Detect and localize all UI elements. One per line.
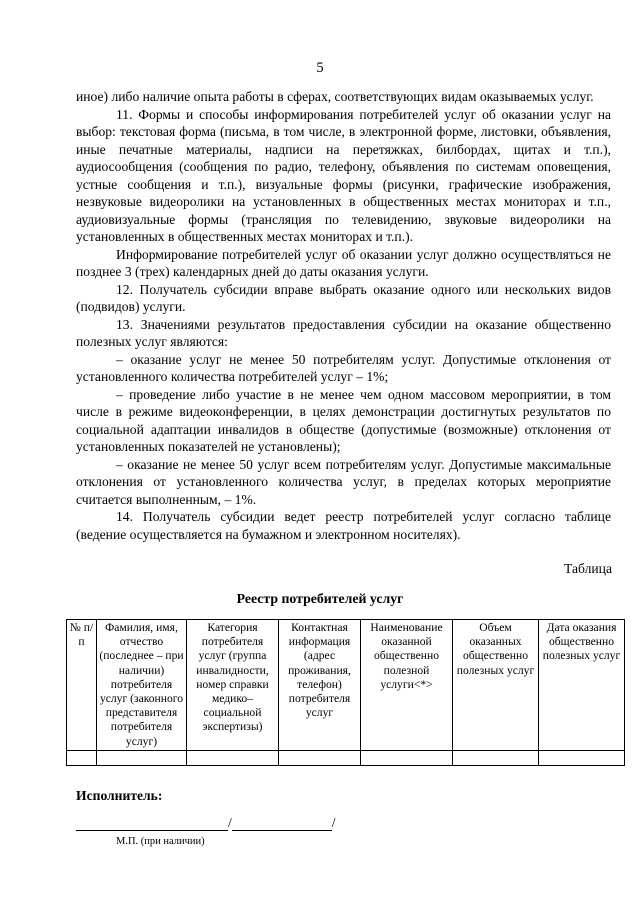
signature-separator: / (228, 815, 232, 830)
table-header-cell: Контактная информация (адрес проживания, телефон) потребителя услуг (279, 620, 361, 751)
signature-blank (76, 818, 228, 831)
table-header-cell: Объем оказанных общественно полезных услуг (453, 620, 539, 751)
page-number: 5 (316, 60, 324, 76)
name-blank (232, 818, 332, 831)
table-cell (453, 750, 539, 765)
body-text (76, 88, 611, 543)
table-header-row (67, 620, 625, 751)
table-cell (187, 750, 279, 765)
table-cell (67, 750, 97, 765)
table-cell (279, 750, 361, 765)
table-header-cell: № п/п (67, 620, 97, 751)
signature-line (76, 815, 336, 831)
paragraph: 13. Значениями результатов предоставления субсидии на оказание общественно полезных услуг являются: (76, 316, 611, 349)
paragraph: Информирование потребителей услуг об оказании услуг должно осуществляться не позднее 3 (трех) календарных дней до даты оказания услуги. (76, 246, 611, 279)
table-title: Реестр потребителей услуг (236, 591, 404, 606)
table-header-cell: Наименование оказанной общественно полезной услуги<*> (361, 620, 453, 751)
paragraph: – оказание услуг не менее 50 потребителям услуг. Допустимые отклонения от установленного количества потребителей услуг – 1%; (76, 351, 611, 384)
table-cell (361, 750, 453, 765)
paragraph: – проведение либо участие в не менее чем одном массовом мероприятии, в том числе в режиме видеоконференции, в целях демонстрации достигнутых результатов по социальной адаптации инвалидов в обществе (допустимые (возможные) отклонения от установленных показателей не установлены); (76, 386, 611, 454)
paragraph: – оказание не менее 50 услуг всем потребителям услуг. Допустимые максимальные отклонения от установленного количества услуг, в пределах которых мероприятие считается выполненным, – 1%. (76, 456, 611, 507)
executor-label: Исполнитель: (76, 788, 163, 803)
table-cell (97, 750, 187, 765)
paragraph: иное) либо наличие опыта работы в сферах, соответствующих видам оказываемых услуг. (76, 89, 594, 104)
paragraph: 12. Получатель субсидии вправе выбрать оказание одного или нескольких видов (подвидов) услуги. (76, 281, 611, 314)
table-row (67, 750, 625, 765)
paragraph: 14. Получатель субсидии ведет реестр потребителей услуг согласно таблице (ведение осуществляется на бумажном и электронном носителях). (76, 509, 611, 542)
table-cell (539, 750, 625, 765)
signature-end: / (331, 815, 336, 830)
paragraph: 11. Формы и способы информирования потребителей услуг об оказании услуг на выбор: текстовая форма (письма, в том числе, в электронной форме, листовки, объявления, иные печатные материалы, надписи на перетяжках, билбордах, щитах и т.п.), аудиосообщения (сообщения по радио, телефону, объявления по системам оповещения, устные сообщения и т.п.), визуальные формы (рисунки, графические изображения, незвуковые видеоролики на установленных в общественных местах мониторах и т.п., аудиовизуальные формы (трансляция по телевидению, звуковые видеоролики на установленных в общественных местах мониторах и т.п.). (76, 106, 611, 244)
table-header-cell: Фамилия, имя, отчество (последнее – при наличии) потребителя услуг (законного представителя потребителя услуг) (97, 620, 187, 751)
registry-table (66, 619, 625, 766)
table-caption: Таблица (564, 561, 612, 576)
table-header-cell: Категория потребителя услуг (группа инвалидности, номер справки медико–социальной экспертизы) (187, 620, 279, 751)
stamp-note: М.П. (при наличии) (116, 836, 205, 847)
table-header-cell: Дата оказания общественно полезных услуг (539, 620, 625, 751)
